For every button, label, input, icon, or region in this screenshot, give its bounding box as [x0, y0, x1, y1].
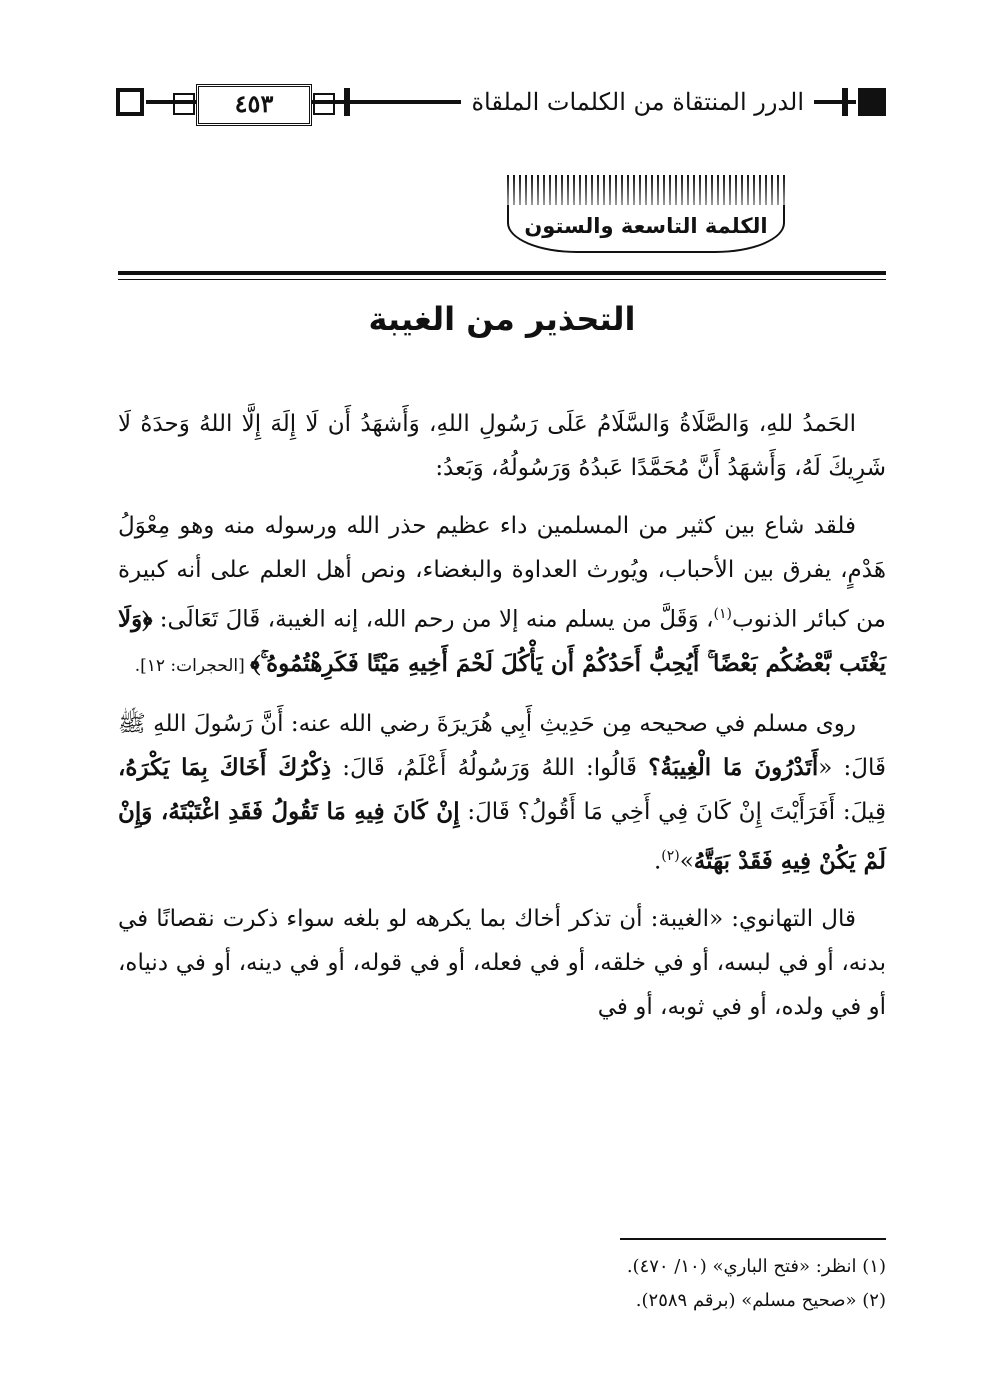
header-bar	[842, 88, 848, 116]
text: ، وَقَلَّ من يسلم منه إلا من رحم الله، إنه الغيبة، قَالَ تَعَالَى:	[152, 606, 714, 633]
body-text	[118, 402, 886, 1043]
chapter-title: التحذير من الغيبة	[368, 300, 636, 338]
text: روى مسلم في صحيحه مِن حَدِيثِ أَبِي هُرَيرَةَ رضي الله عنه: أَنَّ رَسُولَ اللهِ ﷺ قَالَ: «	[118, 710, 886, 781]
verse-reference: [الحجرات: ١٢].	[134, 655, 251, 676]
paragraph-definition: قال التهانوي: «الغيبة: أن تذكر أخاك بما يكرهه لو بلغه سواء ذكرت نقصانًا في بدنه، أو في لبسه، أو في خلقه، أو في فعله، أو في قوله، أو في دينه، أو في دنياه، أو في ولده، أو في ثوبه، أو في	[118, 906, 886, 1021]
footnote-ref: (١)	[713, 606, 733, 622]
hadith-text: إِنْ كَانَ فِيهِ مَا تَقُولُ فَقَدِ اغْتَبْتَهُ، وَإِنْ لَمْ يَكُنْ فِيهِ فَقَدْ بَهَتَّهُ	[118, 797, 886, 875]
paragraph-intro	[118, 504, 886, 688]
hadith-text: أَتَدْرُونَ مَا الْغِيبَةُ؟	[648, 753, 819, 781]
footnote-ref: (٢)	[661, 847, 680, 864]
text: .	[653, 848, 662, 875]
title-rule-thin	[118, 279, 886, 280]
title-rule	[118, 271, 886, 275]
book-title: الدرر المنتقاة من الكلمات الملقاة	[461, 82, 814, 122]
text: قَالُوا: اللهُ وَرَسُولُهُ أَعْلَمُ، قَالَ:	[331, 754, 649, 781]
paragraph-hadith	[118, 702, 886, 884]
footnotes	[118, 1250, 886, 1318]
footnote-rule	[620, 1238, 886, 1240]
text: قِيلَ: أَفَرَأَيْتَ إِنْ كَانَ فِي أَخِي مَا أَقُولُ؟ قَالَ:	[459, 798, 886, 825]
text: »	[679, 848, 694, 875]
footnote: (١) انظر: «فتح الباري» (١٠/ ٤٧٠).	[626, 1256, 886, 1277]
footnote: (٢) «صحيح مسلم» (برقم ٢٥٨٩).	[635, 1290, 886, 1311]
quran-verse: ﴿وَلَا يَغْتَب بَّعْضُكُم بَعْضًا ۚ أَيُحِبُّ أَحَدُكُمْ أَن يَأْكُلَ لَحْمَ أَخِيهِ مَيْتًا فَكَرِهْتُمُوهُ ۚ﴾	[118, 605, 886, 677]
page-header	[116, 82, 886, 122]
header-square-filled	[858, 88, 886, 116]
page-number: ٤٥٣	[196, 84, 312, 126]
section-badge	[507, 175, 785, 255]
text: فلقد شاع بين كثير من المسلمين داء عظيم حذر الله ورسوله منه وهو مِعْوَلُ هَدْمٍ، يفرق بين الأحباب، ويُورث العداوة والبغضاء، ونص أهل العلم على أنه كبيرة من كبائر الذنوب	[118, 513, 886, 633]
header-bar	[344, 88, 350, 116]
paragraph-opening: الحَمدُ للهِ، وَالصَّلَاةُ وَالسَّلَامُ عَلَى رَسُولِ اللهِ، وَأَشهَدُ أَن لَا إِلَهَ إِلَّا اللهُ وَحدَهُ لَا شَرِيكَ لَهُ، وَأَشهَدُ أَنَّ مُحَمَّدًا عَبدُهُ وَرَسُولُهُ، وَبَعدُ:	[118, 411, 886, 481]
header-square-outline	[116, 88, 144, 116]
hadith-text: ذِكْرُكَ أَخَاكَ بِمَا يَكْرَهُ،	[118, 753, 332, 781]
section-label: الكلمة التاسعة والستون	[507, 205, 785, 253]
